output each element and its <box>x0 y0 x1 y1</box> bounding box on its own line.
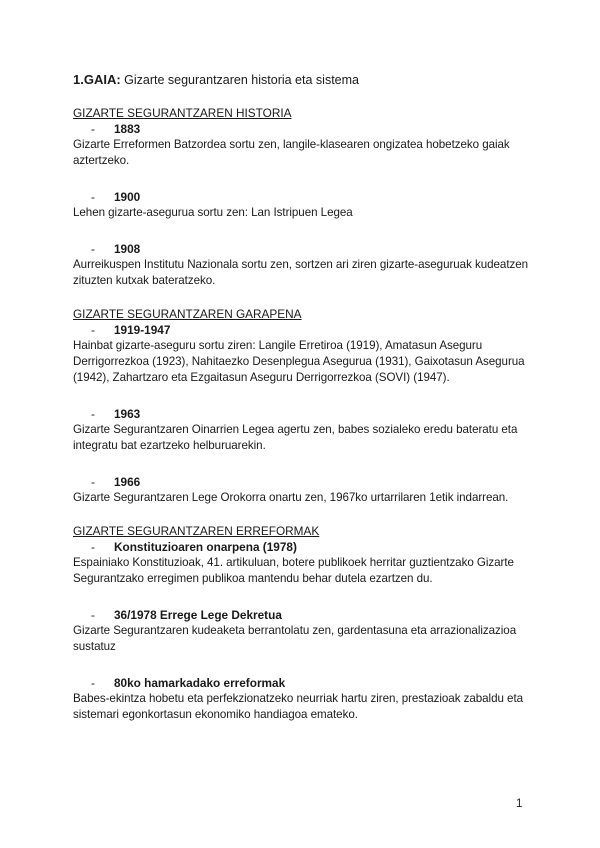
entry-text: Hainbat gizarte-aseguru sortu ziren: Langile Erretiroa (1919), Amatasun Aseguru Derrigorrezkoa (1923), Nahitaezko Desenplegua Asegurua (1931), Gaixotasun Asegurua (1942), Zahartzaro eta Ezgaitasun Aseguru Derrigorrezkoa (SOVI) (1947). <box>73 339 525 384</box>
list-item <box>73 241 543 289</box>
entry-text: Espainiako Konstituzioak, 41. artikuluan, botere publikoek herritar guztientzako Gizarte Segurantzako erregimen publikoa mantendu behar dutela ezartzen du. <box>73 556 514 585</box>
entry-label: Konstituzioaren onarpena (1978) <box>114 540 297 554</box>
page-number: 1 <box>516 798 523 810</box>
entry-text: Gizarte Segurantzaren Oinarrien Legea agertu zen, babes sozialeko eredu bateratu eta integratu bat ezartzeko helburuarekin. <box>73 423 518 452</box>
list-item <box>73 121 543 169</box>
list-item <box>73 406 543 454</box>
document-page <box>73 72 543 743</box>
document-title <box>73 72 543 88</box>
section-reforms <box>73 524 543 723</box>
section-heading: GIZARTE SEGURANTZAREN ERREFORMAK <box>73 524 320 538</box>
section-development <box>73 307 543 506</box>
entry-text: Gizarte Erreformen Batzordea sortu zen, langile-klasearen ongizatea hobetzeko gaiak aztertzeko. <box>73 138 510 167</box>
bullet-dash: - <box>91 608 95 622</box>
entry-label: 1883 <box>114 122 141 136</box>
bullet-dash: - <box>91 676 95 690</box>
bullet-dash: - <box>91 407 95 421</box>
entry-text: Gizarte Segurantzaren Lege Orokorra onartu zen, 1967ko urtarrilaren 1etik indarrean. <box>73 491 509 504</box>
entry-label: 1908 <box>114 242 141 256</box>
bullet-dash: - <box>91 540 95 554</box>
bullet-dash: - <box>91 475 95 489</box>
list-item <box>73 189 543 221</box>
bullet-dash: - <box>91 242 95 256</box>
entry-label: 1966 <box>114 475 141 489</box>
section-heading: GIZARTE SEGURANTZAREN GARAPENA <box>73 307 302 321</box>
entry-text: Gizarte Segurantzaren kudeaketa berrantolatu zen, gardentasuna eta arrazionalizazioa sustatuz <box>73 624 517 653</box>
list-item <box>73 474 543 506</box>
entry-label: 1963 <box>114 407 141 421</box>
section-history <box>73 106 543 289</box>
entry-text: Lehen gizarte-asegurua sortu zen: Lan Istripuen Legea <box>73 206 353 219</box>
section-heading: GIZARTE SEGURANTZAREN HISTORIA <box>73 106 292 120</box>
list-item <box>73 675 543 723</box>
entry-text: Aurreikuspen Institutu Nazionala sortu zen, sortzen ari ziren gizarte-aseguruak kudeatzen zituzten kutxak bateratzeko. <box>73 258 529 287</box>
list-item <box>73 607 543 655</box>
entry-label: 36/1978 Errege Lege Dekretua <box>114 608 282 622</box>
list-item <box>73 539 543 587</box>
bullet-dash: - <box>91 122 95 136</box>
entry-label: 80ko hamarkadako erreformak <box>114 676 286 690</box>
entry-label: 1919-1947 <box>114 323 171 337</box>
list-item <box>73 322 543 386</box>
title-number: 1.GAIA: <box>73 72 121 87</box>
bullet-dash: - <box>91 190 95 204</box>
title-text: Gizarte segurantzaren historia eta sistema <box>120 73 359 87</box>
bullet-dash: - <box>91 323 95 337</box>
entry-label: 1900 <box>114 190 141 204</box>
entry-text: Babes-ekintza hobetu eta perfekzionatzeko neurriak hartu ziren, prestazioak zabaldu eta sistemari egonkortasun ekonomiko handiagoa emateko. <box>73 692 524 721</box>
